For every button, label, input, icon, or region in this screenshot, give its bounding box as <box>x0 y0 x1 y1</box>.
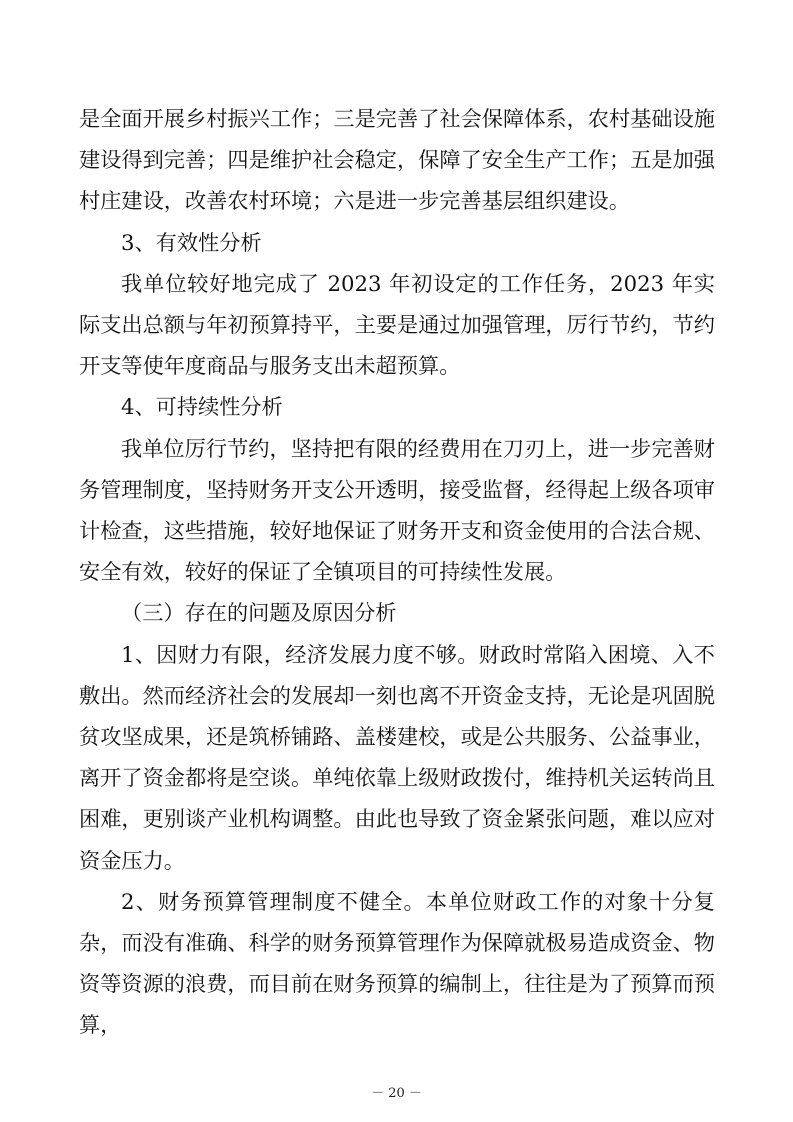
page-number: － 20 － <box>371 1086 422 1101</box>
document-body <box>79 98 715 1046</box>
paragraph-problem-1: 1、因财力有限，经济发展力度不够。财政时常陷入困境、入不敷出。然而经济社会的发展却一刻也离不开资金支持，无论是巩固脱贫攻坚成果，还是筑桥铺路、盖楼建校，或是公共服务、公益事业，离开了资金都将是空谈。单纯依靠上级财政拨付，维持机关运转尚且困难，更别谈产业机构调整。由此也导致了资金紧张问题，难以应对资金压力。 <box>79 641 715 873</box>
heading-sustainability-analysis: 4、可持续性分析 <box>121 394 283 420</box>
heading-problems-and-causes: （三）存在的问题及原因分析 <box>121 600 397 626</box>
heading-effectiveness-analysis: 3、有效性分析 <box>121 229 262 255</box>
paragraph-continuation: 是全面开展乡村振兴工作；三是完善了社会保障体系，农村基础设施建设得到完善；四是维护社会稳定，保障了安全生产工作；五是加强村庄建设，改善农村环境；六是进一步完善基层组织建设。 <box>79 106 715 214</box>
paragraph-problem-2: 2、财务预算管理制度不健全。本单位财政工作的对象十分复杂，而没有准确、科学的财务预算管理作为保障就极易造成资金、物资等资源的浪费，而目前在财务预算的编制上，往往是为了预算而预算， <box>79 888 715 1038</box>
paragraph-effectiveness: 我单位较好地完成了 2023 年初设定的工作任务，2023 年实际支出总额与年初预算持平，主要是通过加强管理，厉行节约，节约开支等使年度商品与服务支出未超预算。 <box>79 270 715 379</box>
paragraph-sustainability: 我单位厉行节约，坚持把有限的经费用在刀刃上，进一步完善财务管理制度，坚持财务开支公开透明，接受监督，经得起上级各项审计检查，这些措施，较好地保证了财务开支和资金使用的合法合规、安全有效，较好的保证了全镇项目的可持续性发展。 <box>79 435 715 585</box>
